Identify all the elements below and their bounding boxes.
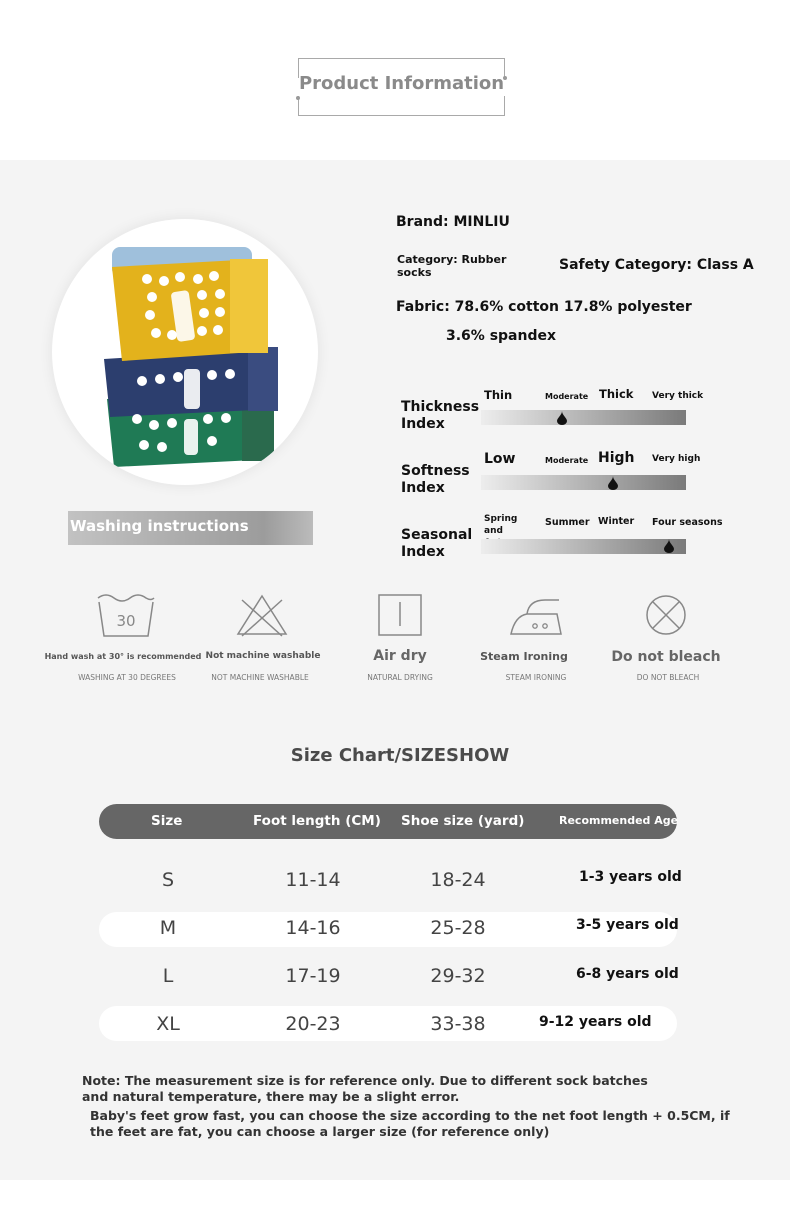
washing-title: Washing instructions (70, 517, 249, 535)
wash-sub-5: DO NOT BLEACH (636, 673, 700, 682)
air-dry-icon (370, 592, 430, 638)
softness-level-very-high: Very high (652, 454, 701, 464)
fabric-text-2: 3.6% spandex (446, 328, 557, 344)
column-header-size: Size (151, 813, 183, 829)
seasonal-index-label (401, 527, 472, 561)
wash-label-2: Not machine washable (205, 651, 321, 661)
table-row-m-shoe: 25-28 (430, 917, 486, 939)
seasonal-marker-icon (664, 539, 674, 553)
wash-label-1: Hand wash at 30° is recommended (44, 652, 202, 661)
seasonal-label-line1: Seasonal (401, 527, 473, 543)
fabric-text: Fabric: 78.6% cotton 17.8% polyester (396, 299, 692, 315)
softness-level-high: High (598, 450, 635, 466)
thickness-level-thick: Thick (599, 387, 634, 401)
brand-text: Brand: MINLIU (396, 214, 510, 230)
thickness-index-label (401, 399, 479, 433)
thickness-level-moderate: Moderate (545, 392, 589, 401)
wash-sub-3: NATURAL DRYING (367, 673, 433, 682)
softness-marker-icon (608, 476, 618, 490)
table-row-xl-foot: 20-23 (285, 1013, 341, 1035)
seasonal-level-winter: Winter (598, 516, 635, 527)
wash-label-4: Steam Ironing (480, 650, 568, 663)
wash-sub-4: STEAM IRONING (505, 673, 567, 682)
safety-category-text: Safety Category: Class A (559, 257, 754, 273)
softness-label-line2: Index (401, 480, 445, 496)
seasonal-level-four-seasons: Four seasons (652, 517, 723, 528)
category-text: Category: Rubber socks (397, 253, 507, 279)
wash-basin-number: 30 (116, 612, 136, 630)
column-header-shoe-size: Shoe size (yard) (401, 813, 525, 829)
table-row-xl-shoe: 33-38 (430, 1013, 486, 1035)
thickness-marker-icon (557, 411, 567, 425)
table-row-m-age: 3-5 years old (576, 917, 679, 933)
softness-level-low: Low (484, 451, 516, 467)
wash-sub-1: WASHING AT 30 DEGREES (78, 673, 176, 682)
table-row-m-size: M (159, 917, 177, 939)
table-row-l-age: 6-8 years old (576, 966, 679, 982)
thickness-level-very-thick: Very thick (652, 391, 704, 401)
table-row-s-foot: 11-14 (285, 869, 341, 891)
thickness-bar (481, 410, 686, 425)
product-image (52, 219, 318, 485)
softness-index-label (401, 463, 470, 497)
wash-label-5: Do not bleach (611, 649, 721, 665)
steam-iron-icon (505, 592, 565, 638)
size-advice-note: Baby's feet grow fast, you can choose the size according to the net foot length + 0.5CM, if the feet are fat, you can choose a larger size (for reference only) (90, 1108, 730, 1139)
thickness-label-line2: Index (401, 416, 445, 432)
no-machine-wash-icon (232, 592, 292, 638)
softness-level-moderate: Moderate (545, 456, 589, 465)
size-chart-title: Size Chart/SIZESHOW (290, 745, 510, 766)
footer-band (0, 1180, 790, 1227)
table-row-xl-age: 9-12 years old (539, 1014, 652, 1030)
wash-label-3: Air dry (373, 648, 427, 664)
table-row-s-shoe: 18-24 (430, 869, 486, 891)
seasonal-level-summer: Summer (545, 517, 590, 528)
thickness-label-line1: Thickness (401, 399, 480, 415)
measurement-note: Note: The measurement size is for reference only. Due to different sock batches and natural temperature, there may be a slight error. (82, 1073, 648, 1104)
softness-label-line1: Softness (401, 463, 470, 479)
table-row-l-shoe: 29-32 (430, 965, 486, 987)
table-row-l-size: L (162, 965, 174, 987)
seasonal-level-spring-autumn: Spring and (484, 514, 518, 536)
column-header-age: Recommended Age (559, 814, 679, 827)
table-row-m-foot: 14-16 (285, 917, 341, 939)
table-row-l-foot: 17-19 (285, 965, 341, 987)
softness-bar (481, 475, 686, 490)
seasonal-bar (481, 539, 686, 554)
wash-basin-30-icon (96, 592, 156, 638)
table-row-s-size: S (161, 869, 175, 891)
seasonal-label-line2: Index (401, 544, 445, 560)
table-row-xl-size: XL (156, 1013, 180, 1035)
table-row-s-age: 1-3 years old (579, 869, 682, 885)
do-not-bleach-icon (636, 592, 696, 638)
page-title: Product Information (298, 73, 505, 94)
column-header-foot-length: Foot length (CM) (253, 813, 381, 829)
wash-sub-2: NOT MACHINE WASHABLE (211, 673, 309, 682)
thickness-level-thin: Thin (484, 388, 513, 402)
